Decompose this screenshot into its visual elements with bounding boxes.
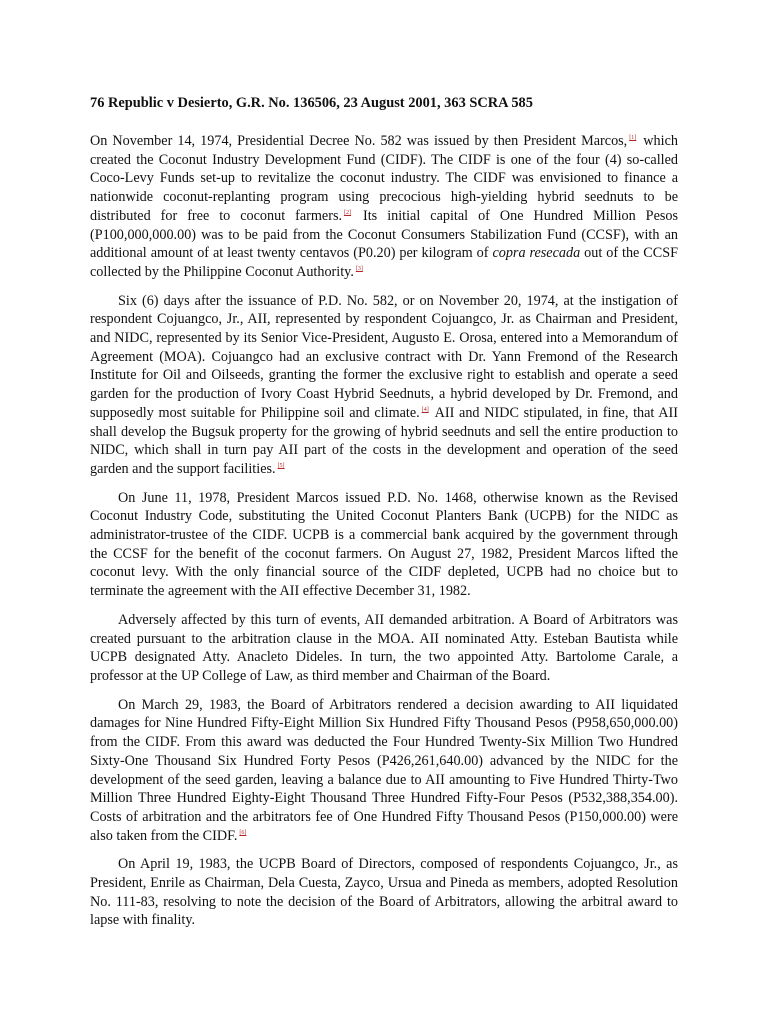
footnote-link-4[interactable]: [4]	[421, 407, 429, 414]
p1-text-a: On November 14, 1974, Presidential Decree No. 582 was issued by then President Marcos,	[90, 133, 628, 149]
p2-text-a: Six (6) days after the issuance of P.D. No. 582, or on November 20, 1974, at the instigation of respondent Cojuangco, Jr., AII, represented by respondent Cojuangco, Jr. as Chairman and President, and NIDC, represented by its Senior Vice-President, Augusto E. Orosa, entered into a Memorandum of Agreement (MOA). Cojuangco had an exclusive contract with Dr. Yann Fremond of the Research Institute for Oil and Oilseeds, granting the former the exclusive right to establish and operate a seed garden for the production of Ivory Coast Hybrid Seednuts, a hybrid developed by Dr. Fremond, and supposedly most suitable for Philippine soil and climate.	[90, 292, 678, 421]
p1-text-b: which created the Coconut Industry Development Fund (CIDF). The CIDF is one of the four (4) so-called Coco-Levy Funds set-up to revitalize the coconut industry. The CIDF was envisioned to finance a nationwide coconut-replanting program using precocious high-yielding hybrid seednuts to be distributed for free to coconut farmers.	[90, 133, 678, 224]
footnote-link-6[interactable]: [6]	[239, 829, 247, 836]
p1-text-d: out of the CCSF collected by the Philippine Coconut Authority.	[90, 245, 678, 280]
p1-italic-term: copra resecada	[492, 245, 581, 262]
paragraph-5	[90, 696, 678, 846]
footnote-link-2[interactable]: [2]	[344, 210, 352, 217]
case-title: 76 Republic v Desierto, G.R. No. 136506, 23 August 2001, 363 SCRA 585	[90, 95, 533, 111]
paragraph-1	[90, 132, 678, 282]
footnote-link-3[interactable]: [3]	[355, 266, 363, 273]
paragraph-6: On April 19, 1983, the UCPB Board of Directors, composed of respondents Cojuangco, Jr., as President, Enrile as Chairman, Dela Cuesta, Zayco, Ursua and Pineda as members, adopted Resolution No. 111-83, resolving to note the decision of the Board of Arbitrators, allowing the arbitral award to lapse with finality.	[90, 856, 678, 929]
paragraph-3: On June 11, 1978, President Marcos issued P.D. No. 1468, otherwise known as the Revised Coconut Industry Code, substituting the United Coconut Planters Bank (UCPB) for the NIDC as administrator-trustee of the CIDF. UCPB is a commercial bank acquired by the government through the CCSF for the benefit of the coconut farmers. On August 27, 1982, President Marcos lifted the coconut levy. With the only financial source of the CIDF depleted, UCPB had no choice but to terminate the agreement with the AII effective December 31, 1982.	[90, 489, 678, 600]
footnote-link-1[interactable]: [1]	[629, 135, 637, 142]
p1-text-c: Its initial capital of One Hundred Million Pesos (P100,000,000.00) was to be paid from the Coconut Consumers Stabilization Fund (CCSF), with an additional amount of at least twenty centavos (P0.20) per kilogram of	[90, 207, 679, 262]
paragraph-2	[90, 292, 678, 479]
p5-text: On March 29, 1983, the Board of Arbitrators rendered a decision awarding to AII liquidated damages for Nine Hundred Fifty-Eight Million Six Hundred Fifty Thousand Pesos (P958,650,000.00) from the CIDF. From this award was deducted the Four Hundred Twenty-Six Million Two Hundred Sixty-One Thousand Six Hundred Forty Pesos (P426,261,640.00) advanced by the NIDC for the development of the seed garden, leaving a balance due to AII amounting to Five Hundred Thirty-Two Million Three Hundred Eighty-Eight Thousand Three Hundred Fifty-Four Pesos (P532,388,354.00). Costs of arbitration and the arbitrators fee of One Hundred Fifty Thousand Pesos (P150,000.00) were also taken from the CIDF.	[90, 696, 678, 844]
footnote-link-5[interactable]: [5]	[277, 463, 285, 470]
paragraph-4: Adversely affected by this turn of events, AII demanded arbitration. A Board of Arbitrators was created pursuant to the arbitration clause in the MOA. AII nominated Atty. Esteban Bautista while UCPB designated Atty. Anacleto Dideles. In turn, the two appointed Atty. Bartolome Carale, a professor at the UP College of Law, as third member and Chairman of the Board.	[90, 611, 678, 684]
p2-text-b: AII and NIDC stipulated, in fine, that AII shall develop the Bugsuk property for the growing of hybrid seednuts and sell the entire production to NIDC, which shall in turn pay AII part of the costs in the development and operation of the seed garden and the support facilities.	[90, 404, 678, 477]
